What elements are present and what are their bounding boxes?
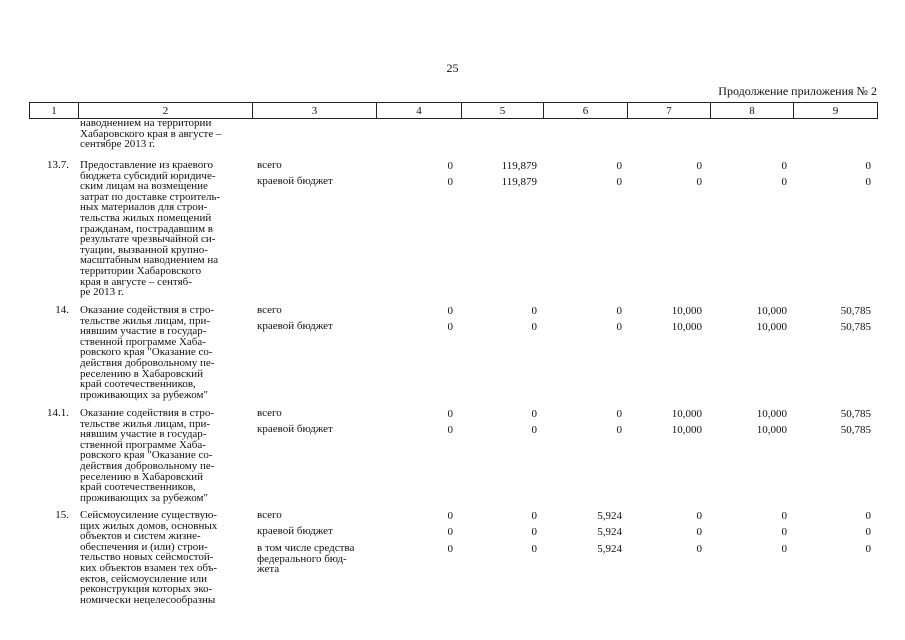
item-name-line: результате чрезвычайной си- [80,233,216,246]
amount-cell-col5: 119,879 [501,176,537,188]
funding-source [257,408,375,419]
funding-source [257,543,375,575]
amount-cell-col7: 0 [696,543,702,555]
amount-cell-col8: 0 [781,543,787,555]
funding-source [257,526,375,537]
item-name-line: ственной программе Хаба- [80,438,206,451]
funding-source-line: всего [257,304,282,316]
amount-cell-col6: 5,924 [597,526,622,538]
item-name-line: тельстве жилья лицам, при- [80,314,210,327]
item-name-line: Предоставление из краевого [80,159,214,171]
amount-cell-col4: 0 [447,424,453,436]
item-name-line: нявшим участие в государ- [80,428,207,441]
column-header-6: 6 [544,103,628,119]
amount-cell-col9: 50,785 [840,305,871,317]
amount-cell-col4: 0 [447,543,453,555]
amount-cell-col6: 0 [616,160,622,172]
amount-cell-col6: 0 [616,424,622,436]
column-header-5: 5 [462,103,544,119]
funding-source-line: краевой бюджет [257,175,333,187]
amount-cell-col9: 0 [865,160,871,172]
amount-cell-col6: 0 [616,321,622,333]
item-name-line: проживающих за рубежом" [80,491,208,504]
amount-cell-col7: 0 [696,176,702,188]
amount-cell-col9: 0 [865,510,871,522]
item-name-line: гражданам, пострадавшим в [80,222,214,235]
column-header-9: 9 [794,103,878,119]
funding-source [257,176,375,187]
funding-source [257,321,375,332]
item-name [80,510,255,605]
item-name-line: действия добровольному пе- [80,459,215,472]
amount-cell-col9: 50,785 [840,424,871,436]
table-row [29,404,877,506]
amount-cell-col8: 0 [781,526,787,538]
funding-source [257,424,375,435]
amount-cell-col9: 0 [865,526,871,538]
item-name-line: ких объектов взамен тех объ- [80,561,218,574]
amount-cell-col5: 0 [531,526,537,538]
item-name-line: реселению в Хабаровский [80,470,204,483]
funding-source-line: всего [257,159,282,171]
funding-source-line: всего [257,509,282,521]
item-name-line: тельстве жилья лицам, при- [80,417,210,430]
item-name [80,305,255,400]
amount-cell-col4: 0 [447,526,453,538]
item-name-line: бюджета субсидий юридиче- [80,169,216,182]
item-name-line: сентябре 2013 г. [80,138,156,151]
column-header-8: 8 [711,103,794,119]
amount-cell-col7: 10,000 [671,305,702,317]
item-name [80,160,255,298]
amount-cell-col9: 50,785 [840,321,871,333]
table-row [29,117,877,156]
amount-cell-col4: 0 [447,176,453,188]
amount-cell-col9: 50,785 [840,408,871,420]
row-number: 15. [55,509,69,521]
item-name-line: край соотечественников, [80,378,196,391]
item-name-line: ре 2013 г. [80,286,124,299]
item-name-line: Сейсмоусиление существую- [80,509,217,521]
amount-cell-col4: 0 [447,305,453,317]
funding-source-line: федерального бюд- [257,552,347,565]
item-name-line: реселению в Хабаровский [80,367,204,380]
funding-source [257,510,375,521]
appendix-continuation-label: Продолжение приложения № 2 [718,84,877,98]
column-header-4: 4 [377,103,462,119]
item-name-line: наводнением на территории [80,117,212,129]
item-name-line: ных материалов для строи- [80,201,208,214]
item-name-line: нявшим участие в государ- [80,325,207,338]
item-name-line: объектов и систем жизне- [80,530,201,543]
amount-cell-col7: 0 [696,510,702,522]
item-name-line: щих жилых домов, основных [80,519,218,532]
amount-cell-col6: 5,924 [597,510,622,522]
item-name-line: Хабаровского края в августе – [80,127,222,140]
item-name-line: номически нецелесообразны [80,593,216,606]
amount-cell-col8: 10,000 [756,408,787,420]
row-number: 13.7. [47,159,69,171]
amount-cell-col7: 10,000 [671,424,702,436]
funding-source [257,305,375,316]
funding-source [257,160,375,171]
item-name-line: ровского края "Оказание со- [80,346,213,359]
amount-cell-col7: 0 [696,526,702,538]
amount-cell-col5: 0 [531,305,537,317]
amount-cell-col8: 10,000 [756,305,787,317]
table-row [29,156,877,301]
item-name-line: край соотечественников, [80,481,196,494]
item-name-line: территории Хабаровского [80,264,202,277]
funding-source-line: краевой бюджет [257,525,333,537]
page-number: 25 [446,61,459,75]
table-row [29,506,877,616]
amount-cell-col5: 0 [531,408,537,420]
item-name-line: тельства жилых помещений [80,211,212,224]
amount-cell-col5: 119,879 [501,160,537,172]
item-name-line: Оказание содействия в стро- [80,304,215,316]
funding-source-line: жета [257,563,280,576]
amount-cell-col5: 0 [531,543,537,555]
amount-cell-col4: 0 [447,321,453,333]
amount-cell-col9: 0 [865,543,871,555]
table-row [29,301,877,404]
amount-cell-col4: 0 [447,510,453,522]
item-name-line: масштабным наводнением на [80,254,219,267]
item-name-line: ственной программе Хаба- [80,335,206,348]
funding-source-line: краевой бюджет [257,320,333,332]
amount-cell-col5: 0 [531,510,537,522]
item-name-line: края в августе – сентяб- [80,275,192,288]
item-name [80,118,255,150]
funding-source-line: в том числе средства [257,542,355,554]
amount-cell-col8: 0 [781,510,787,522]
item-name-line: тельство новых сейсмостой- [80,551,214,564]
item-name [80,408,255,503]
amount-cell-col6: 5,924 [597,543,622,555]
item-name-line: обеспечения и (или) строи- [80,540,208,553]
amount-cell-col7: 0 [696,160,702,172]
column-header-7: 7 [628,103,711,119]
amount-cell-col5: 0 [531,321,537,333]
item-name-line: ектов, сейсмоусиление или [80,572,207,585]
row-number: 14. [55,304,69,316]
item-name-line: реконструкция которых эко- [80,583,213,596]
amount-cell-col8: 0 [781,160,787,172]
amount-cell-col7: 10,000 [671,408,702,420]
column-header-2: 2 [79,103,253,119]
amount-cell-col8: 10,000 [756,321,787,333]
amount-cell-col5: 0 [531,424,537,436]
column-header-3: 3 [253,103,377,119]
item-name-line: ровского края "Оказание со- [80,449,213,462]
item-name-line: туации, вызванной крупно- [80,243,208,256]
column-header-1: 1 [30,103,79,119]
amount-cell-col8: 10,000 [756,424,787,436]
item-name-line: проживающих за рубежом" [80,388,208,401]
funding-source-line: всего [257,407,282,419]
amount-cell-col8: 0 [781,176,787,188]
amount-cell-col4: 0 [447,160,453,172]
item-name-line: действия добровольному пе- [80,356,215,369]
amount-cell-col6: 0 [616,176,622,188]
row-number: 14.1. [47,407,69,419]
amount-cell-col6: 0 [616,408,622,420]
funding-source-line: краевой бюджет [257,423,333,435]
item-name-line: ским лицам на возмещение [80,180,208,193]
amount-cell-col9: 0 [865,176,871,188]
amount-cell-col6: 0 [616,305,622,317]
amount-cell-col4: 0 [447,408,453,420]
item-name-line: затрат по доставке строитель- [80,190,221,203]
item-name-line: Оказание содействия в стро- [80,407,215,419]
amount-cell-col7: 10,000 [671,321,702,333]
